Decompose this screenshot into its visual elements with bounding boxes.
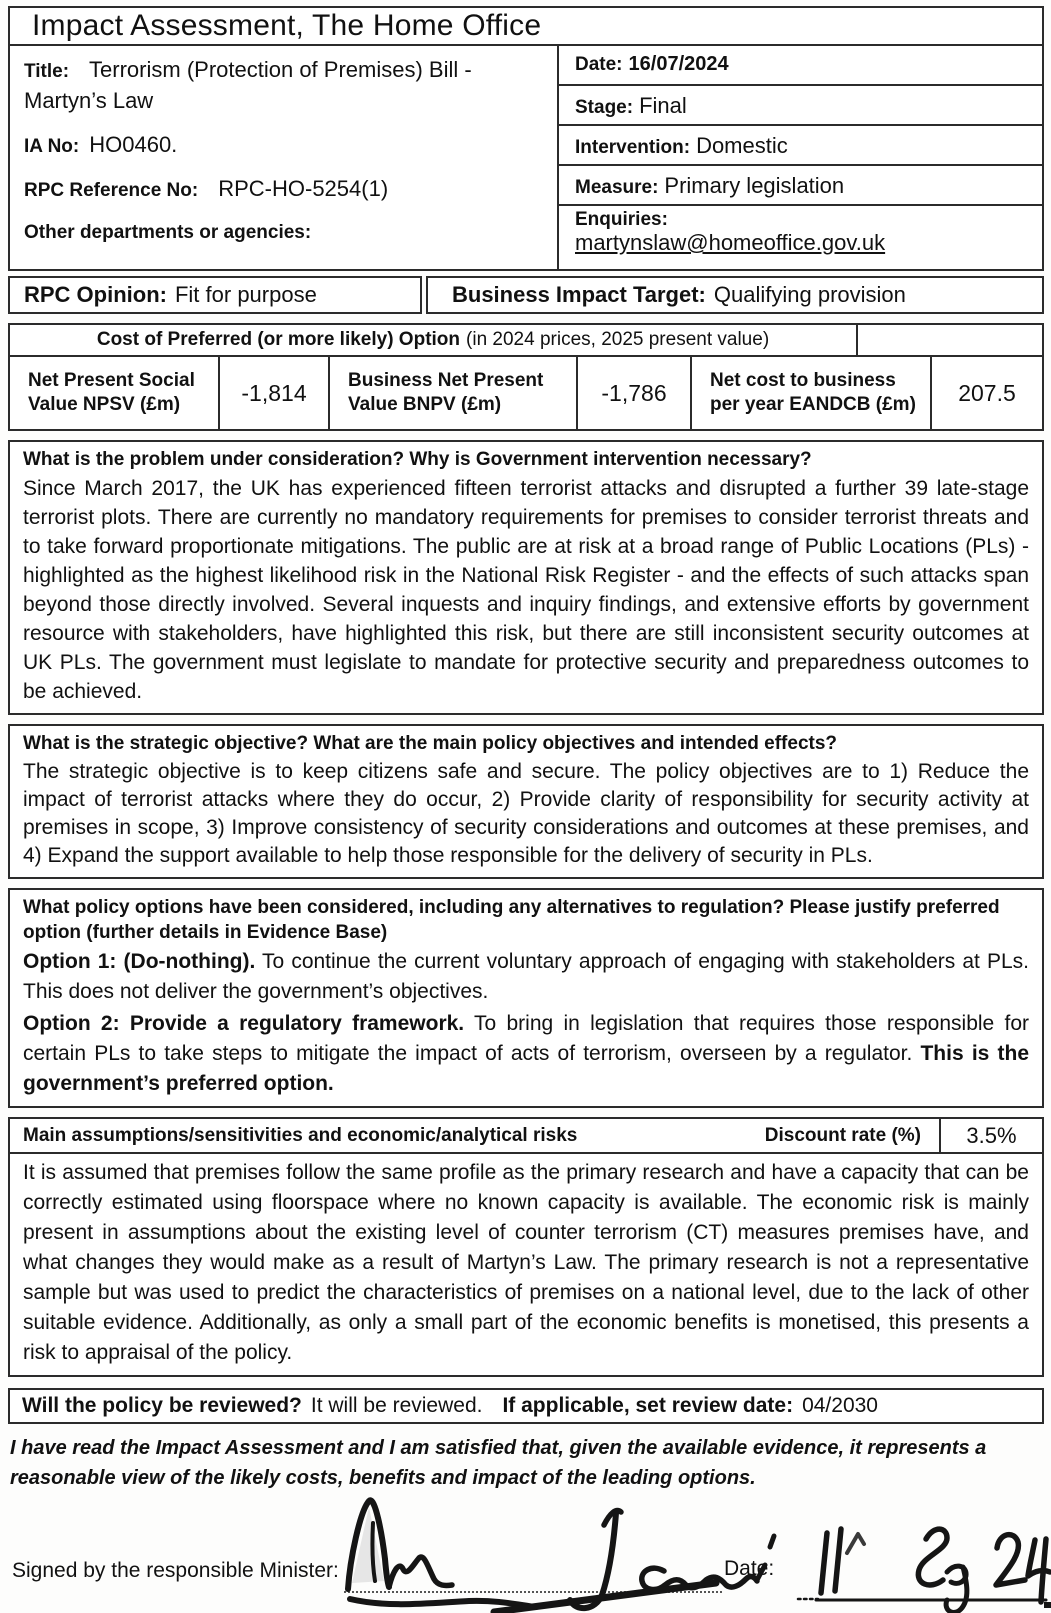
review-date-value: 04/2030 — [802, 1394, 878, 1417]
npsv-value: -1,814 — [241, 379, 307, 406]
rpc-opinion-label: RPC Opinion: — [24, 282, 167, 307]
date-field — [559, 46, 1042, 86]
discount-rate-value-cell — [939, 1119, 1042, 1152]
option-2-text: To bring in legislation that requires those responsible for certain PLs to take steps to mitigate the impact of acts of terrorism, overseen by a regulator. — [23, 1012, 1030, 1065]
enquiries-field — [559, 206, 1042, 256]
measure-label: Measure: — [575, 177, 659, 198]
policy-options-section — [8, 888, 1044, 1108]
eandcb-label: Net cost to business per year EANDCB (£m) — [710, 370, 916, 415]
policy-review-row — [8, 1388, 1044, 1424]
enquiries-email-link[interactable]: martynslaw@homeoffice.gov.uk — [575, 230, 886, 255]
npsv-label-cell — [10, 357, 220, 429]
policy-options-heading: What policy options have been considered, including any alternatives to regulation? Please justify preferred option (further details in Evidence Base) — [23, 897, 1000, 943]
cost-table-title-bold: Cost of Preferred (or more likely) Option — [96, 329, 461, 350]
ia-no-value: HO0460. — [89, 132, 178, 157]
bnpv-value-cell — [578, 357, 692, 429]
signed-by-minister-label: Signed by the responsible Minister: — [12, 1559, 339, 1582]
signoff-footer — [8, 1495, 1044, 1613]
impact-assessment-form — [8, 6, 1044, 1613]
npsv-value-cell — [220, 357, 330, 429]
header-info-table — [8, 44, 1044, 271]
date-field-value: 16/07/2024 — [628, 53, 729, 75]
discount-rate-label: Discount rate (%) — [764, 1124, 921, 1146]
minister-signature-icon — [324, 1479, 776, 1613]
npsv-label: Net Present Social Value NPSV (£m) — [28, 370, 195, 415]
stage-field — [559, 86, 1042, 126]
title-field — [24, 56, 543, 118]
ia-no-label: IA No: — [24, 136, 80, 157]
opinion-row — [8, 276, 1044, 314]
problem-section-body: Since March 2017, the UK has experienced fifteen terrorist attacks and disrupted a further 39 late-stage terrorist plots. There are currently no mandatory requirements for premises to consider terrorist threats and to take forward proportionate mitigations. The public are at risk at a broad range of Public Locations (PLs) - highlighted as the highest likelihood risk in the National Risk Register - and the effects of such attacks span beyond those directly involved. Several inquests and inquiry findings, and extensive efforts by government resource with stakeholders, have highlighted this risk, but there are still inconsistent security outcomes at UK PLs. The government must legislate to mandate for protective security and preparedness outcomes to be achieved. — [23, 477, 1029, 703]
eandcb-value-cell — [932, 357, 1042, 429]
cost-table-body — [10, 357, 1042, 429]
date-field-label: Date: — [575, 54, 623, 75]
assumptions-section — [8, 1117, 1044, 1377]
cost-of-preferred-option-table — [8, 323, 1044, 431]
business-impact-target-label: Business Impact Target: — [452, 282, 706, 307]
cost-table-title — [10, 325, 856, 355]
assumptions-header-row — [10, 1119, 1042, 1154]
cost-table-title-stub — [856, 325, 1042, 355]
review-question-label: Will the policy be reviewed? — [22, 1394, 302, 1417]
header-right-column — [559, 46, 1042, 269]
stage-value: Final — [639, 93, 687, 118]
cost-table-title-row — [10, 325, 1042, 357]
bnpv-label: Business Net Present Value BNPV (£m) — [348, 370, 544, 415]
title-field-label: Title: — [24, 61, 70, 82]
option-1-paragraph — [23, 947, 1029, 1007]
bnpv-value: -1,786 — [601, 379, 667, 406]
eandcb-label-cell — [692, 357, 932, 429]
rpc-opinion-value: Fit for purpose — [174, 282, 317, 307]
problem-section — [8, 440, 1044, 715]
option-1-text: To continue the current voluntary approach of engaging with stakeholders at PLs. This does not deliver the government’s objectives. — [23, 950, 1030, 1003]
intervention-label: Intervention: — [575, 137, 691, 158]
discount-rate-value: 3.5% — [966, 1122, 1017, 1148]
assumptions-body: It is assumed that premises follow the same profile as the primary research and have a capacity that can be correctly estimated using floorspace where no known capacity is available. The economic risk is mainly present in assumptions about the existing level of counter terrorism (CT) measures premises have, and what changes they would make as a result of Martyn’s Law. The primary research is not a representative sample but was used to predict the characteristics of premises on a national level, due to the lack of other suitable evidence. Additionally, as only a small part of the economic benefits is monetised, this presents a risk to appraisal of the policy. — [23, 1161, 1029, 1364]
rpc-ref-field — [24, 175, 543, 206]
other-departments-field — [24, 219, 543, 248]
header-left-cell — [10, 46, 559, 269]
business-impact-target-value: Qualifying provision — [713, 282, 906, 307]
cost-table-title-note: (in 2024 prices, 2025 present value) — [466, 329, 770, 350]
stage-label: Stage: — [575, 97, 634, 118]
assumptions-heading: Main assumptions/sensitivities and economic/analytical risks — [23, 1125, 578, 1146]
signoff-date-label: Date: — [724, 1557, 775, 1580]
rpc-opinion-cell — [8, 276, 422, 314]
preferred-option-statement: This is the government’s preferred option. — [23, 1042, 1029, 1095]
rpc-ref-value: RPC-HO-5254(1) — [218, 176, 389, 201]
review-date-label: If applicable, set review date: — [502, 1394, 794, 1417]
eandcb-value: 207.5 — [958, 379, 1016, 406]
handwritten-date-icon — [794, 1509, 1051, 1613]
document-title-bar — [8, 6, 1044, 46]
strategic-objective-section — [8, 724, 1044, 879]
page-title: Impact Assessment, The Home Office — [32, 9, 542, 42]
intervention-field — [559, 126, 1042, 166]
review-question-answer: It will be reviewed. — [310, 1394, 483, 1417]
measure-field — [559, 166, 1042, 206]
strategic-objective-heading: What is the strategic objective? What are the main policy objectives and intended effects? — [23, 733, 838, 754]
title-field-value: Terrorism (Protection of Premises) Bill - Martyn’s Law — [24, 57, 472, 113]
problem-section-heading: What is the problem under consideration? Why is Government intervention necessary? — [23, 449, 812, 470]
ia-no-field — [24, 131, 543, 162]
other-departments-label: Other departments or agencies: — [24, 222, 312, 243]
measure-value: Primary legislation — [664, 173, 845, 198]
intervention-value: Domestic — [696, 133, 788, 158]
rpc-ref-label: RPC Reference No: — [24, 180, 199, 201]
strategic-objective-body: The strategic objective is to keep citizens safe and secure. The policy objectives are to 1) Reduce the impact of terrorist attacks where they do occur, 2) Provide clarity of responsibility for security activity at premises in scope, 3) Improve consistency of security considerations and outcomes at these premises, and 4) Expand the support available to help those responsible for the delivery of security in PLs. — [23, 760, 1029, 867]
option-2-paragraph — [23, 1009, 1029, 1099]
business-impact-target-cell — [426, 276, 1044, 314]
bnpv-label-cell — [330, 357, 578, 429]
minister-declaration-text: I have read the Impact Assessment and I am satisfied that, given the available evidence, it represents a reasonable view of the likely costs, benefits and impact of the leading options. — [10, 1437, 987, 1489]
option-2-lead: Option 2: Provide a regulatory framework. — [23, 1012, 465, 1035]
enquiries-label: Enquiries: — [575, 209, 668, 230]
option-1-lead: Option 1: (Do-nothing). — [23, 950, 256, 973]
